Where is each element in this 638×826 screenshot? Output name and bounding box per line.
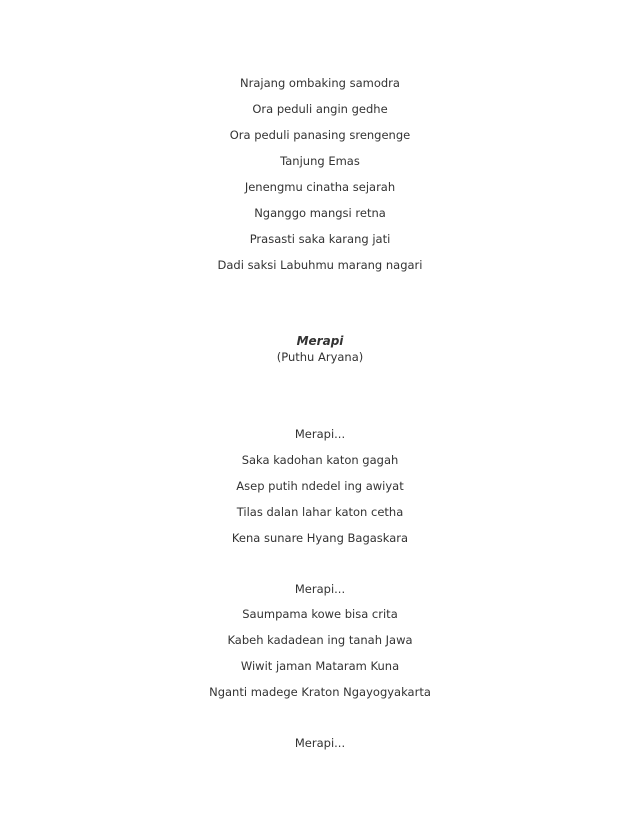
poem-line: Saka kadohan katon gagah — [241, 453, 399, 467]
poem-line: Merapi... — [294, 427, 346, 441]
poem-line: Wiwit jaman Mataram Kuna — [240, 659, 400, 673]
poem-line: Ora peduli panasing srengenge — [229, 128, 411, 142]
poem-line: Ora peduli angin gedhe — [252, 102, 388, 116]
poem-line: Kena sunare Hyang Bagaskara — [231, 531, 409, 545]
poem-line: Nganti madege Kraton Ngayogyakarta — [209, 685, 431, 699]
poem-line: Merapi... — [294, 736, 346, 750]
poem-line: Tilas dalan lahar katon cetha — [236, 505, 404, 519]
poem-title: Merapi — [296, 334, 344, 348]
poem-line: Nrajang ombaking samodra — [240, 76, 400, 90]
poem-line: Asep putih ndedel ing awiyat — [236, 479, 404, 493]
poem-line: Nganggo mangsi retna — [254, 206, 386, 220]
poem-author: (Puthu Aryana) — [276, 350, 364, 364]
poem-line: Prasasti saka karang jati — [249, 232, 391, 246]
poem-line: Tanjung Emas — [280, 154, 360, 168]
poem-line: Saumpama kowe bisa crita — [242, 607, 398, 621]
poem-line: Jenengmu cinatha sejarah — [244, 180, 396, 194]
poem-line: Dadi saksi Labuhmu marang nagari — [217, 258, 423, 272]
poem-line: Kabeh kadadean ing tanah Jawa — [227, 633, 413, 647]
poem-line: Merapi... — [294, 582, 346, 596]
